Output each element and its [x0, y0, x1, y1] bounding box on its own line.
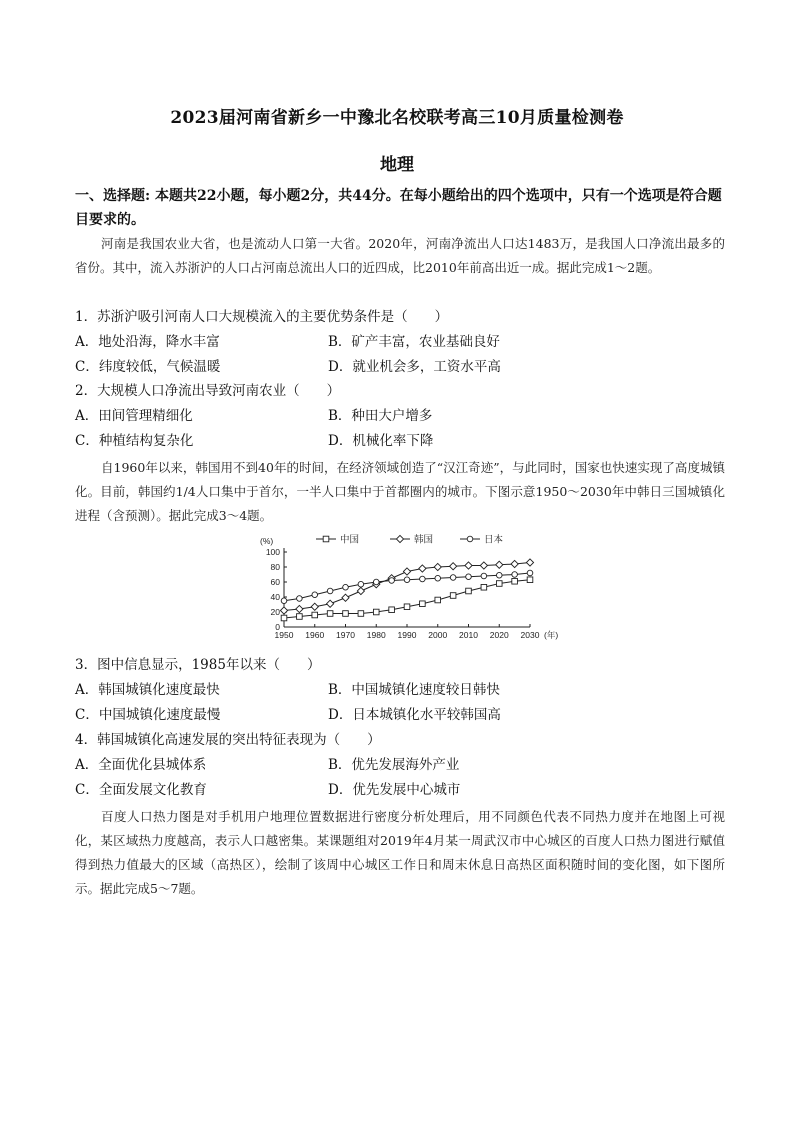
- question-1-option-a: A．地处沿海，降水丰富: [75, 334, 220, 350]
- urbanization-chart-svg: [240, 530, 570, 648]
- data-point-japan: [389, 578, 395, 584]
- legend-marker-japan: [467, 536, 473, 542]
- x-tick-label: 1980: [366, 630, 386, 640]
- question-4-stem: 4．韩国城镇化高速发展的突出特征表现为（ ）: [75, 732, 381, 748]
- data-point-japan: [420, 576, 426, 582]
- data-point-china: [389, 607, 395, 613]
- question-3-stem: 3．图中信息显示，1985年以来（ ）: [75, 657, 321, 673]
- question-4-option-a: A．全面优化县城体系: [75, 757, 207, 773]
- series-line-china: [284, 580, 530, 618]
- question-4-option-d: D．优先发展中心城市: [328, 782, 461, 798]
- question-2-stem: 2．大规模人口净流出导致河南农业（ ）: [75, 383, 341, 399]
- data-point-japan: [358, 581, 364, 587]
- x-axis-label: (年): [544, 630, 559, 640]
- data-point-china: [312, 612, 318, 618]
- data-point-china: [281, 615, 287, 621]
- x-tick-label: 1950: [274, 630, 294, 640]
- x-tick-label: 1970: [336, 630, 355, 640]
- data-point-korea: [450, 563, 457, 570]
- question-2-option-d: D．机械化率下降: [328, 433, 434, 449]
- data-point-korea: [357, 587, 364, 594]
- section-instructions: 一、选择题: 本题共22小题，每小题2分，共44分。在每小题给出的四个选项中，只有一个选项是符合题目要求的。: [75, 188, 722, 228]
- question-3-option-b: B．中国城镇化速度较日韩快: [328, 682, 500, 698]
- data-point-japan: [496, 572, 502, 578]
- question-3-option-a: A．韩国城镇化速度最快: [75, 682, 220, 698]
- data-point-japan: [343, 584, 349, 590]
- data-point-korea: [511, 560, 518, 567]
- data-point-korea: [280, 607, 287, 614]
- question-4-option-c: C．全面发展文化教育: [75, 782, 207, 798]
- x-tick-label: 1960: [305, 630, 325, 640]
- y-tick-label: 80: [270, 562, 280, 572]
- data-point-china: [343, 611, 349, 617]
- x-tick-label: 2000: [428, 630, 448, 640]
- data-point-japan: [450, 575, 456, 581]
- y-tick-label: 60: [270, 577, 280, 587]
- data-point-japan: [327, 588, 333, 594]
- data-point-korea: [526, 559, 533, 566]
- legend-label-china: 中国: [340, 534, 360, 546]
- data-point-korea: [311, 603, 318, 610]
- data-point-japan: [527, 570, 533, 576]
- x-tick-label: 2030: [520, 630, 540, 640]
- legend-label-korea: 韩国: [414, 534, 434, 546]
- passage-2: 自1960年以来，韩国用不到40年的时间，在经济领域创造了“汉江奇迹”，与此同时，国家也快速实现了高度城镇化。目前，韩国约1/4人口集中于首尔，一半人口集中于首都圈内的城市。下图示意1950～2030年中韩日三国城镇化进程（含预测）。据此完成3～4题。: [75, 460, 725, 523]
- question-1-option-b: B．矿产丰富，农业基础良好: [328, 334, 500, 350]
- data-point-korea: [496, 561, 503, 568]
- question-3-option-c: C．中国城镇化速度最慢: [75, 707, 221, 723]
- data-point-china: [373, 609, 379, 615]
- question-3-option-d: D．日本城镇化水平较韩国高: [328, 707, 501, 723]
- passage-3: 百度人口热力图是对手机用户地理位置数据进行密度分析处理后，用不同颜色代表不同热力度并在地图上可视化，某区域热力度越高，表示人口越密集。某课题组对2019年4月某一周武汉市中心城区的百度人口热力图进行赋值得到热力值最大的区域（高热区），绘制了该周中心城区工作日和周末休息日高热区面积随时间的变化图，如下图所示。据此完成5～7题。: [75, 809, 725, 896]
- subject-heading: 地理: [380, 155, 414, 175]
- legend-label-japan: 日本: [484, 534, 504, 546]
- question-1-stem: 1．苏浙沪吸引河南人口大规模流入的主要优势条件是（ ）: [75, 309, 449, 325]
- data-point-korea: [342, 594, 349, 601]
- x-tick-label: 1990: [397, 630, 417, 640]
- page-title: 2023届河南省新乡一中豫北名校联考高三10月质量检测卷: [170, 108, 624, 128]
- data-point-korea: [434, 563, 441, 570]
- data-point-japan: [435, 575, 441, 581]
- data-point-china: [466, 588, 472, 594]
- legend-marker-china: [323, 536, 329, 542]
- data-point-japan: [373, 579, 379, 585]
- y-axis-label: (%): [260, 536, 274, 546]
- data-point-japan: [297, 596, 303, 602]
- data-point-korea: [327, 600, 334, 607]
- y-tick-label: 0: [275, 622, 280, 632]
- data-point-japan: [481, 573, 487, 579]
- data-point-japan: [404, 577, 410, 583]
- data-point-china: [496, 581, 502, 587]
- data-point-china: [404, 604, 410, 610]
- data-point-china: [512, 578, 518, 584]
- question-2-option-a: A．田间管理精细化: [75, 408, 193, 424]
- question-1-option-c: C．纬度较低，气候温暖: [75, 359, 221, 375]
- data-point-korea: [419, 565, 426, 572]
- data-point-china: [450, 593, 456, 599]
- y-tick-label: 40: [270, 592, 280, 602]
- data-point-china: [358, 611, 364, 617]
- data-point-korea: [403, 568, 410, 575]
- data-point-china: [481, 584, 487, 590]
- x-tick-label: 2020: [489, 630, 509, 640]
- data-point-china: [435, 597, 441, 603]
- legend-marker-korea: [396, 535, 403, 542]
- y-tick-label: 20: [270, 607, 280, 617]
- question-1-option-d: D．就业机会多，工资水平高: [328, 359, 501, 375]
- data-point-korea: [296, 605, 303, 612]
- data-point-china: [327, 611, 333, 617]
- data-point-china: [527, 577, 533, 583]
- y-tick-label: 100: [265, 547, 280, 557]
- data-point-korea: [465, 562, 472, 569]
- x-tick-label: 2010: [459, 630, 478, 640]
- question-4-option-b: B．优先发展海外产业: [328, 757, 460, 773]
- urbanization-chart: [240, 530, 570, 648]
- data-point-japan: [281, 598, 287, 604]
- data-point-china: [420, 601, 426, 607]
- data-point-korea: [480, 562, 487, 569]
- data-point-japan: [312, 592, 318, 598]
- data-point-japan: [466, 574, 472, 580]
- data-point-japan: [512, 572, 518, 578]
- question-2-option-c: C．种植结构复杂化: [75, 433, 194, 449]
- passage-1: 河南是我国农业大省，也是流动人口第一大省。2020年，河南净流出人口达1483万，是我国人口净流出最多的省份。其中，流入苏浙沪的人口占河南总流出人口的近四成，比2010年前高出近一成。据此完成1～2题。: [75, 236, 725, 275]
- question-2-option-b: B．种田大户增多: [328, 408, 433, 424]
- data-point-china: [297, 614, 303, 620]
